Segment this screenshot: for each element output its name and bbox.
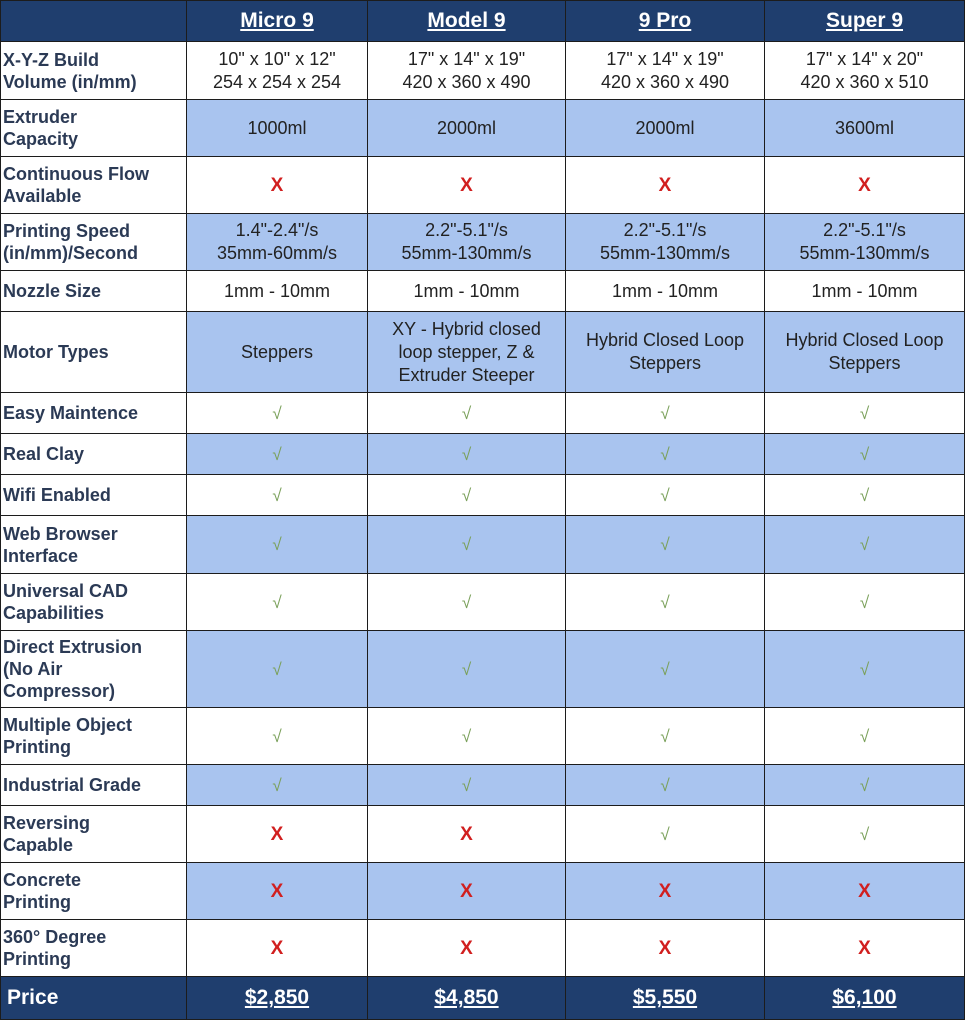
spec-label: X-Y-Z Build Volume (in/mm): [1, 42, 187, 100]
spec-cell: [765, 920, 965, 977]
check-icon: √: [859, 726, 870, 746]
spec-value: 1mm - 10mm: [611, 280, 718, 301]
cross-icon: X: [460, 174, 473, 196]
spec-cell: [765, 765, 965, 806]
spec-cell: [368, 100, 566, 157]
check-icon: √: [461, 535, 472, 554]
check-icon: √: [461, 726, 472, 746]
check-icon: √: [660, 535, 670, 554]
spec-cell: [187, 516, 368, 574]
spec-row: [1, 806, 965, 863]
check-icon: √: [660, 659, 670, 679]
cross-icon: X: [270, 880, 284, 902]
spec-label: Easy Maintence: [1, 393, 187, 434]
spec-cell: [765, 434, 965, 475]
check-icon: √: [660, 726, 670, 746]
spec-value: 1mm - 10mm: [223, 280, 330, 301]
check-icon: √: [859, 444, 870, 464]
spec-cell: [187, 100, 368, 157]
check-icon: √: [660, 592, 670, 612]
spec-label: Web Browser Interface: [1, 516, 187, 574]
spec-cell: [765, 42, 965, 100]
spec-value: 3600ml: [834, 117, 895, 138]
spec-value: 1mm - 10mm: [811, 280, 918, 301]
check-icon: √: [272, 592, 282, 612]
price-value: $4,850: [368, 977, 566, 1020]
spec-cell: [566, 765, 765, 806]
spec-cell: [368, 434, 566, 475]
spec-value: Hybrid Closed Loop Steppers: [585, 330, 745, 373]
spec-cell: [368, 765, 566, 806]
cross-icon: X: [270, 174, 284, 196]
spec-cell: [765, 516, 965, 574]
spec-label: Extruder Capacity: [1, 100, 187, 157]
spec-cell: [187, 475, 368, 516]
spec-row: [1, 765, 965, 806]
check-icon: √: [660, 824, 670, 844]
spec-cell: [566, 271, 765, 312]
spec-cell: [765, 271, 965, 312]
spec-row: [1, 100, 965, 157]
spec-cell: [566, 312, 765, 393]
cross-icon: X: [270, 937, 284, 959]
check-icon: √: [660, 444, 670, 464]
spec-cell: [187, 863, 368, 920]
check-icon: √: [859, 775, 870, 795]
check-icon: √: [272, 535, 282, 554]
check-icon: √: [272, 726, 282, 746]
spec-label: Continuous Flow Available: [1, 157, 187, 214]
spec-cell: [187, 42, 368, 100]
cross-icon: X: [658, 937, 672, 959]
spec-row: [1, 271, 965, 312]
check-icon: √: [272, 485, 282, 505]
spec-cell: [566, 920, 765, 977]
spec-cell: [765, 806, 965, 863]
spec-cell: [765, 574, 965, 631]
spec-row: [1, 708, 965, 765]
spec-cell: [765, 312, 965, 393]
spec-cell: [368, 516, 566, 574]
spec-value: 2.2"-5.1"/s 55mm-130mm/s: [799, 220, 930, 263]
product-header: Model 9: [368, 1, 566, 42]
spec-row: [1, 393, 965, 434]
check-icon: √: [461, 485, 472, 505]
spec-label: Real Clay: [1, 434, 187, 475]
spec-label: Printing Speed (in/mm)/Second: [1, 214, 187, 271]
check-icon: √: [272, 444, 282, 464]
spec-label: Reversing Capable: [1, 806, 187, 863]
spec-cell: [765, 157, 965, 214]
check-icon: √: [660, 775, 670, 795]
price-value: $6,100: [765, 977, 965, 1020]
spec-value: 17" x 14" x 19" 420 x 360 x 490: [402, 48, 531, 92]
cross-icon: X: [658, 174, 672, 196]
product-header: Super 9: [765, 1, 965, 42]
spec-label: Industrial Grade: [1, 765, 187, 806]
spec-row: [1, 516, 965, 574]
check-icon: √: [660, 403, 670, 423]
spec-cell: [368, 806, 566, 863]
price-row: [1, 977, 965, 1020]
product-header: Micro 9: [187, 1, 368, 42]
spec-value: Steppers: [240, 341, 314, 362]
check-icon: √: [859, 592, 870, 612]
spec-cell: [566, 214, 765, 271]
spec-value: 1.4"-2.4"/s 35mm-60mm/s: [216, 220, 337, 263]
spec-cell: [765, 214, 965, 271]
spec-cell: [187, 920, 368, 977]
check-icon: √: [859, 485, 870, 505]
header-corner: [1, 1, 187, 42]
spec-cell: [765, 100, 965, 157]
spec-cell: [368, 271, 566, 312]
spec-row: [1, 157, 965, 214]
check-icon: √: [272, 775, 282, 795]
spec-cell: [187, 157, 368, 214]
spec-cell: [566, 393, 765, 434]
spec-cell: [566, 516, 765, 574]
spec-cell: [765, 475, 965, 516]
spec-cell: [368, 631, 566, 708]
price-label: Price: [1, 977, 187, 1020]
check-icon: √: [660, 485, 670, 505]
spec-row: [1, 312, 965, 393]
spec-cell: [368, 214, 566, 271]
spec-cell: [187, 708, 368, 765]
cross-icon: X: [460, 937, 473, 959]
spec-cell: [187, 393, 368, 434]
spec-cell: [368, 42, 566, 100]
spec-row: [1, 574, 965, 631]
spec-row: [1, 863, 965, 920]
spec-cell: [187, 214, 368, 271]
check-icon: √: [272, 403, 282, 423]
spec-value: 2000ml: [635, 117, 695, 138]
check-icon: √: [272, 659, 282, 679]
spec-cell: [187, 312, 368, 393]
spec-label: Concrete Printing: [1, 863, 187, 920]
spec-cell: [566, 574, 765, 631]
cross-icon: X: [460, 823, 473, 845]
spec-cell: [368, 312, 566, 393]
check-icon: √: [461, 444, 472, 464]
spec-value: XY - Hybrid closed loop stepper, Z & Extruder Steeper: [392, 318, 541, 385]
spec-value: 1mm - 10mm: [413, 280, 520, 301]
spec-label: Wifi Enabled: [1, 475, 187, 516]
cross-icon: X: [658, 880, 672, 902]
check-icon: √: [461, 775, 472, 795]
spec-row: [1, 475, 965, 516]
check-icon: √: [859, 659, 870, 679]
spec-value: 10" x 10" x 12" 254 x 254 x 254: [212, 48, 342, 92]
spec-cell: [368, 920, 566, 977]
spec-cell: [368, 708, 566, 765]
cross-icon: X: [858, 937, 871, 959]
spec-value: 2000ml: [436, 117, 497, 138]
spec-cell: [368, 574, 566, 631]
spec-row: [1, 434, 965, 475]
spec-cell: [566, 708, 765, 765]
cross-icon: X: [858, 880, 871, 902]
price-value: $2,850: [187, 977, 368, 1020]
spec-label: Motor Types: [1, 312, 187, 393]
spec-cell: [566, 806, 765, 863]
check-icon: √: [461, 403, 472, 423]
spec-cell: [187, 574, 368, 631]
spec-cell: [187, 631, 368, 708]
spec-row: [1, 631, 965, 708]
spec-cell: [566, 475, 765, 516]
check-icon: √: [461, 659, 472, 679]
spec-cell: [187, 806, 368, 863]
spec-cell: [368, 393, 566, 434]
spec-cell: [765, 631, 965, 708]
spec-cell: [566, 863, 765, 920]
spec-cell: [765, 863, 965, 920]
header-row: [1, 1, 965, 42]
spec-row: [1, 920, 965, 977]
spec-cell: [368, 863, 566, 920]
spec-cell: [368, 157, 566, 214]
spec-value: Hybrid Closed Loop Steppers: [785, 330, 944, 373]
spec-cell: [566, 100, 765, 157]
check-icon: √: [859, 403, 870, 423]
spec-value: 17" x 14" x 20" 420 x 360 x 510: [800, 48, 929, 92]
product-header: 9 Pro: [566, 1, 765, 42]
check-icon: √: [461, 592, 472, 612]
check-icon: √: [859, 824, 870, 844]
cross-icon: X: [460, 880, 473, 902]
cross-icon: X: [858, 174, 871, 196]
spec-cell: [187, 271, 368, 312]
spec-label: Direct Extrusion (No Air Compressor): [1, 631, 187, 708]
spec-label: Universal CAD Capabilities: [1, 574, 187, 631]
spec-label: Nozzle Size: [1, 271, 187, 312]
spec-cell: [566, 157, 765, 214]
spec-value: 1000ml: [247, 117, 307, 138]
spec-cell: [765, 708, 965, 765]
spec-cell: [187, 765, 368, 806]
spec-value: 17" x 14" x 19" 420 x 360 x 490: [600, 48, 730, 92]
spec-cell: [187, 434, 368, 475]
spec-value: 2.2"-5.1"/s 55mm-130mm/s: [401, 220, 532, 263]
spec-row: [1, 42, 965, 100]
spec-row: [1, 214, 965, 271]
spec-cell: [566, 631, 765, 708]
spec-cell: [566, 434, 765, 475]
check-icon: √: [859, 535, 870, 554]
spec-label: 360° Degree Printing: [1, 920, 187, 977]
price-value: $5,550: [566, 977, 765, 1020]
spec-cell: [765, 393, 965, 434]
cross-icon: X: [270, 823, 284, 845]
spec-cell: [566, 42, 765, 100]
spec-value: 2.2"-5.1"/s 55mm-130mm/s: [599, 220, 731, 263]
spec-cell: [368, 475, 566, 516]
spec-label: Multiple Object Printing: [1, 708, 187, 765]
